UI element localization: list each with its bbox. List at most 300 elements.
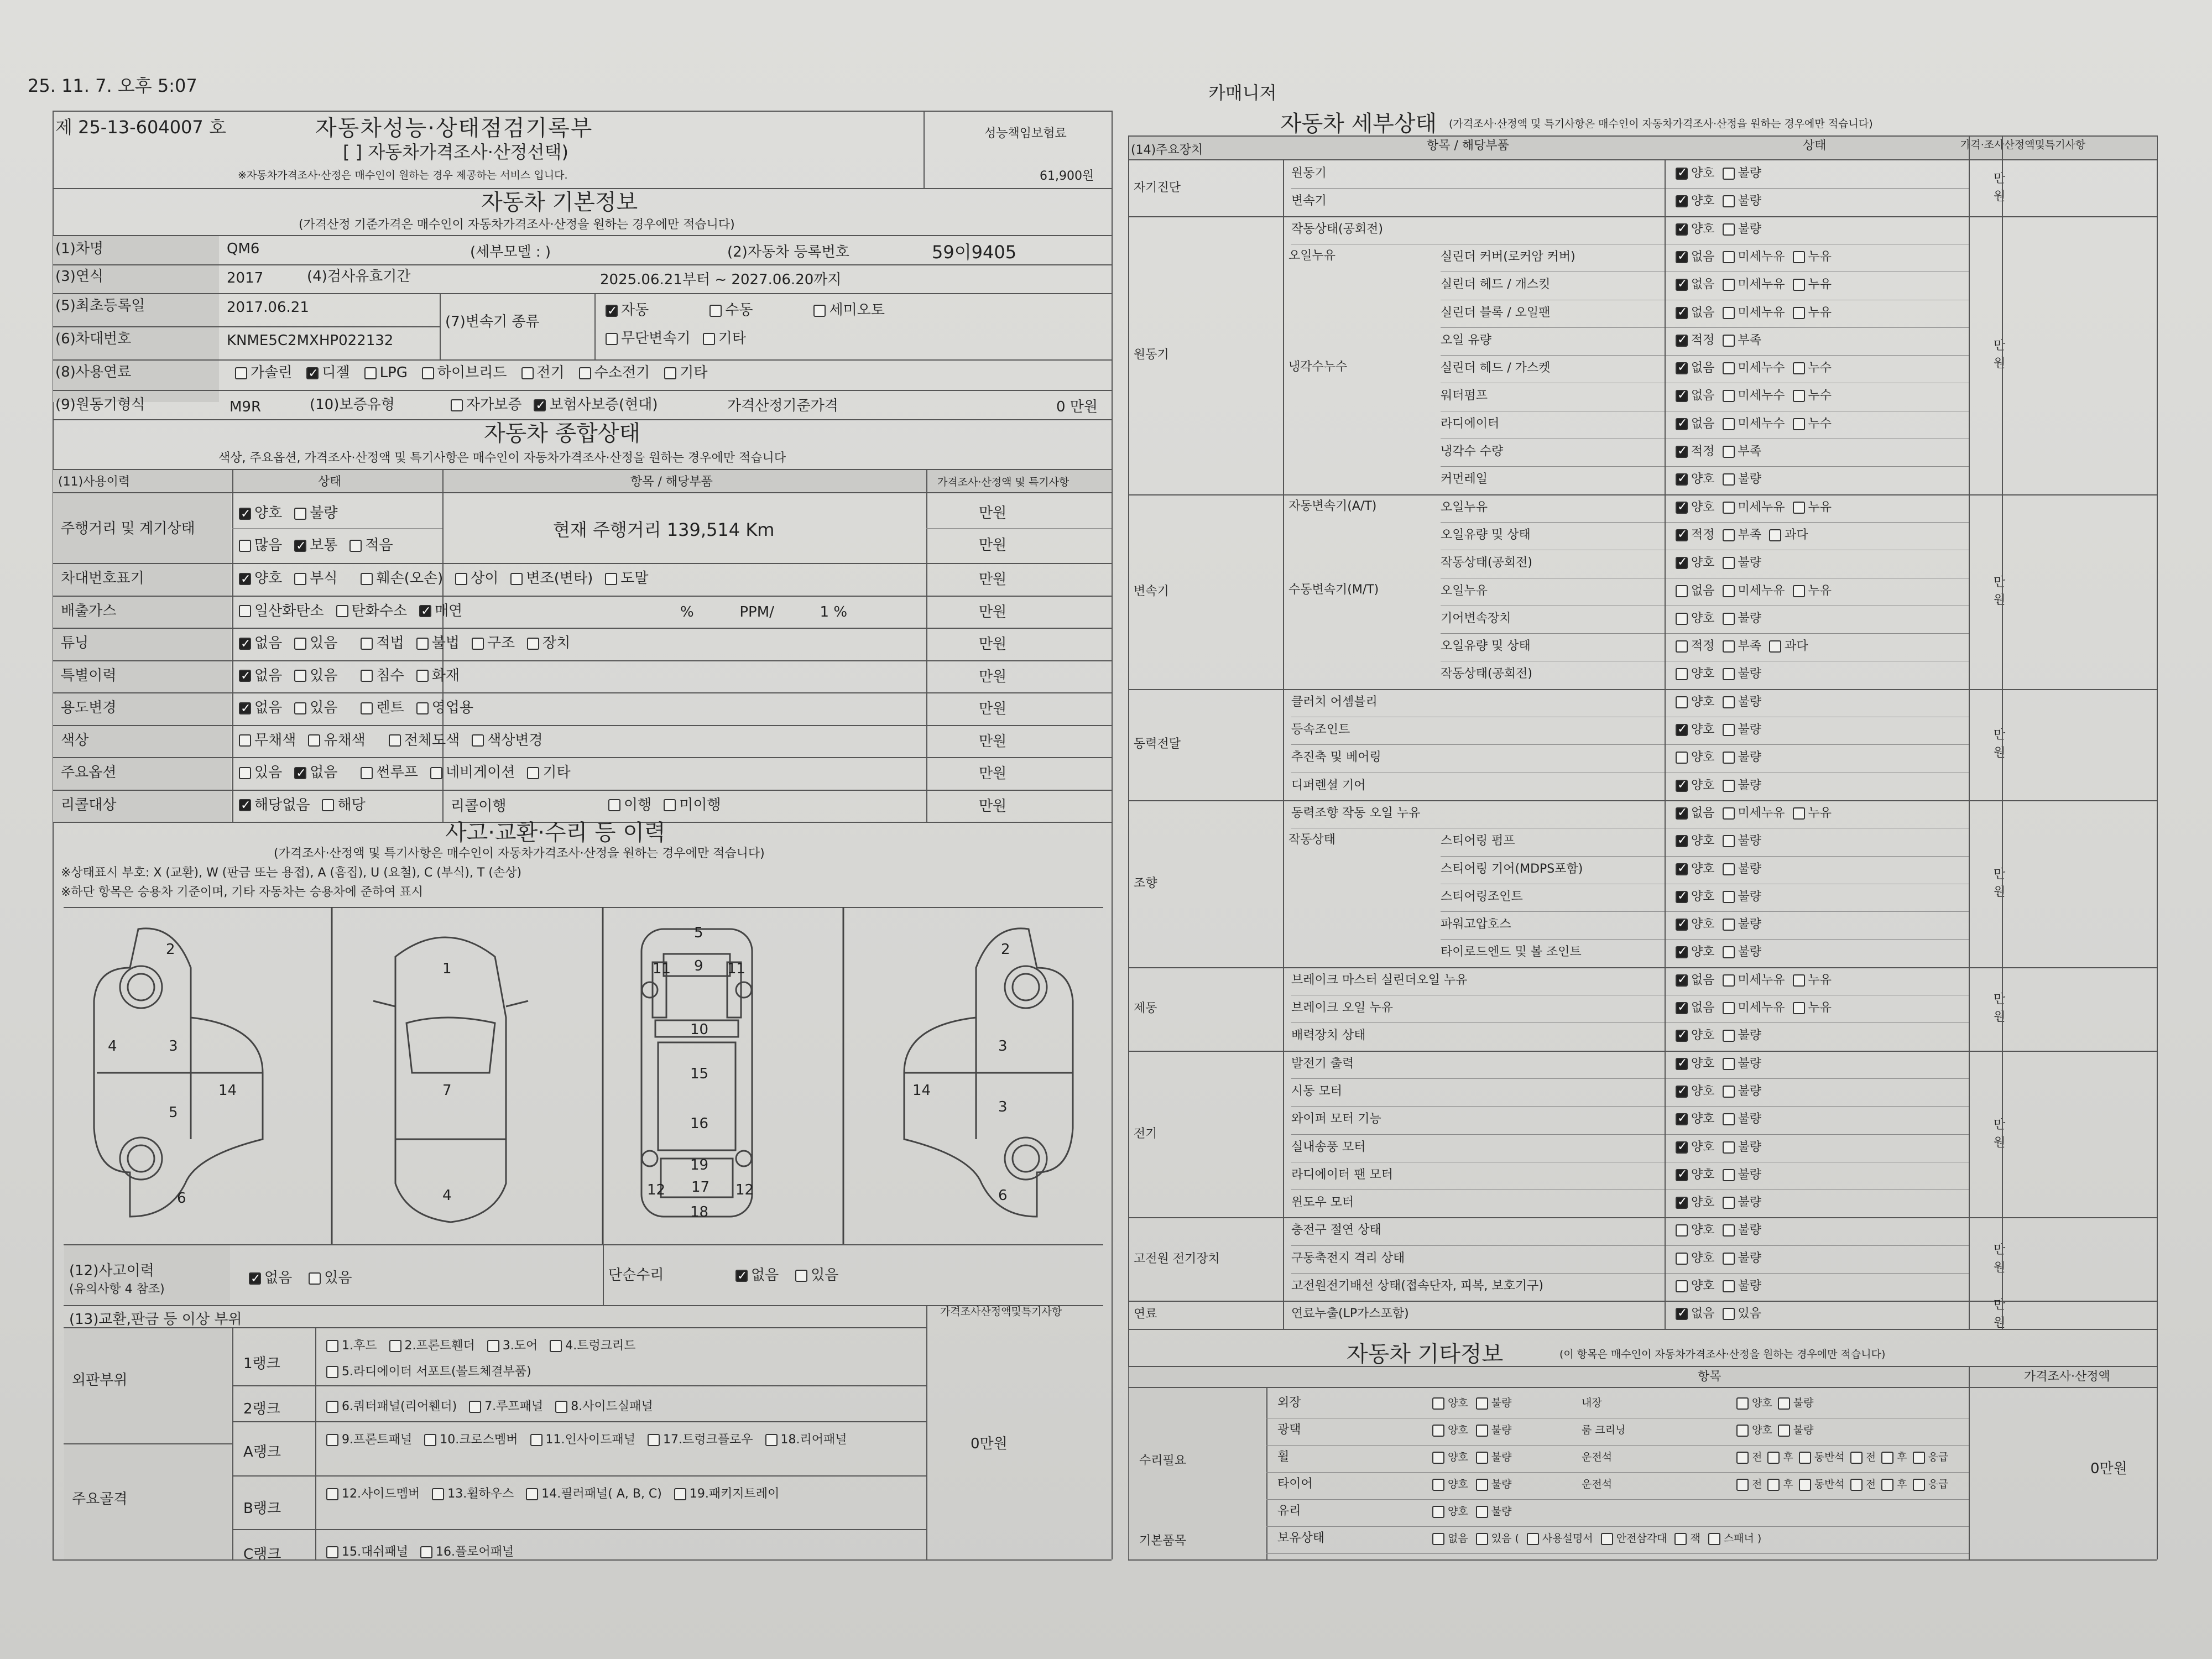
checkbox-label: 보험사보증(현대)	[549, 397, 658, 413]
reg-no-label: (2)자동차 등록번호	[727, 244, 849, 260]
other-item-options	[1432, 1451, 1519, 1464]
row-divider	[1266, 1526, 1969, 1527]
overall-note: 색상, 주요옵션, 가격조사·산정액 및 특기사항은 매수인이 자동차가격조사·산정을 원하는 경우에만 적습니다	[218, 451, 786, 465]
checkbox-label: 양호	[1448, 1397, 1468, 1409]
detail-item-label: 스티어링조인트	[1441, 889, 1523, 904]
checkbox-label: 없음	[1448, 1532, 1468, 1545]
other-item-options	[1432, 1423, 1519, 1437]
price-unit-1: 만	[1994, 172, 2006, 186]
checkbox-label: 불량	[1738, 611, 1762, 625]
price-unit-2: 원	[1994, 1260, 2006, 1275]
checkbox-label: 없음	[1691, 361, 1715, 375]
svg-text:2: 2	[166, 941, 175, 958]
svg-text:3: 3	[998, 1099, 1008, 1115]
checkbox-option[interactable]	[1767, 1478, 1793, 1491]
checkbox-label: 양호	[1691, 1084, 1715, 1098]
row-divider	[1266, 1553, 1969, 1554]
checkbox-option[interactable]	[1476, 1396, 1512, 1410]
checkbox-label: 17.트렁크플로우	[663, 1433, 753, 1447]
detail-item-label: 연료누출(LP가스포함)	[1291, 1307, 1409, 1321]
checkbox-option[interactable]	[1736, 1478, 1762, 1491]
checkbox-label: 네비게이션	[445, 764, 515, 781]
checkbox-label: 불량	[1738, 556, 1762, 570]
checkbox-label: 해당없음	[254, 796, 310, 813]
price-unit-1: 만	[1994, 1298, 2006, 1313]
svg-text:7: 7	[442, 1082, 452, 1099]
checkbox-option[interactable]	[1476, 1532, 1519, 1545]
checkbox-label: 누유	[1808, 278, 1832, 292]
svg-text:5: 5	[169, 1104, 178, 1121]
checkbox-label: 사용설명서	[1542, 1532, 1593, 1545]
checkbox-label: 양호	[1691, 1279, 1715, 1293]
other-item-label: 보유상태	[1277, 1531, 1325, 1545]
col-detail-state: 상태	[1803, 139, 1827, 153]
svg-text:14: 14	[218, 1082, 237, 1099]
checkbox-option[interactable]	[1432, 1451, 1468, 1464]
car-name-label: (1)차명	[55, 241, 104, 257]
checkbox-label: 양호	[1691, 1196, 1715, 1210]
checkbox-label: 렌트	[376, 700, 404, 716]
price-unit: 만원	[979, 701, 1007, 717]
checkbox-label: 자동	[621, 302, 649, 319]
other-item2-label: 내장	[1582, 1397, 1602, 1409]
checkbox-icon[interactable]	[1432, 1479, 1444, 1491]
checkbox-option[interactable]	[1850, 1451, 1876, 1464]
checkbox-label: 양호	[1448, 1451, 1468, 1463]
checkbox-option[interactable]	[1432, 1423, 1468, 1437]
checkbox-label: 수소전기	[594, 364, 650, 381]
detail-item-label: 배력장치 상태	[1291, 1029, 1366, 1043]
checkbox-label: 적정	[1691, 333, 1715, 347]
checkbox-icon[interactable]	[1799, 1479, 1811, 1491]
checkbox-label: 자가보증	[466, 397, 522, 413]
checkbox-option[interactable]	[1913, 1478, 1949, 1491]
checkbox-icon[interactable]	[1881, 1452, 1893, 1464]
basic-info-title: 자동차 기본정보	[481, 190, 638, 215]
checkbox-label: 많음	[254, 537, 283, 554]
price-unit-1: 만	[1994, 575, 2006, 589]
checkbox-option[interactable]	[1850, 1478, 1876, 1491]
checkbox-label: 없음	[1691, 305, 1715, 320]
checkbox-option[interactable]	[1778, 1396, 1814, 1410]
svg-text:3: 3	[998, 1038, 1008, 1055]
other-item-label: 광택	[1277, 1423, 1301, 1437]
svg-text:12: 12	[647, 1182, 666, 1198]
checkbox-label: 누수	[1808, 361, 1832, 375]
checkbox-label: 전	[1752, 1451, 1762, 1463]
detail-item-label: 오일누유	[1441, 500, 1488, 514]
other-price: 0만원	[2090, 1460, 2127, 1477]
price-unit-2: 원	[1994, 1010, 2006, 1025]
checkbox-icon[interactable]	[1432, 1533, 1444, 1545]
price-unit: 만원	[979, 733, 1007, 750]
checkbox-label: 스패너 )	[1723, 1532, 1762, 1545]
checkbox-icon[interactable]	[1736, 1479, 1749, 1491]
checkbox-icon[interactable]	[1736, 1397, 1749, 1410]
accident-legend: ※상태표시 부호: X (교환), W (판금 또는 용접), A (흠집), U (요철), C (부식), T (손상)	[61, 866, 522, 880]
checkbox-label: 양호	[1691, 1029, 1715, 1043]
detail-item-label: 실린더 헤드 / 개스킷	[1441, 278, 1551, 292]
checkbox-label: 세미오토	[829, 302, 885, 319]
other-item2-label: 룸 크리닝	[1582, 1424, 1626, 1436]
other-col-item: 항목	[1698, 1370, 1721, 1384]
checkbox-label: 불량	[1738, 750, 1762, 765]
checkbox-option[interactable]	[1913, 1451, 1949, 1464]
mileage-label: 주행거리 및 계기상태	[61, 520, 195, 537]
checkbox-label: 1.후드	[342, 1339, 377, 1353]
svg-text:6: 6	[177, 1190, 186, 1207]
checkbox-label: 15.대쉬패널	[342, 1545, 408, 1559]
checkbox-label: 양호	[1752, 1424, 1772, 1436]
detail-item-label: 발전기 출력	[1291, 1056, 1354, 1071]
checkbox-label: 양호	[1691, 1140, 1715, 1154]
checkbox-option[interactable]	[1674, 1532, 1700, 1545]
checkbox-label: 양호	[1691, 917, 1715, 932]
detail-sub-label: 자동변속기(A/T)	[1288, 499, 1377, 513]
detail-item-label: 동력조향 작동 오일 누유	[1291, 806, 1421, 820]
checkbox-icon[interactable]	[1674, 1533, 1687, 1545]
transmission-label: (7)변속기 종류	[445, 314, 540, 330]
checkbox-option[interactable]	[1778, 1423, 1814, 1437]
other-item2-label: 운전석	[1582, 1451, 1613, 1463]
checkbox-option[interactable]	[1767, 1451, 1793, 1464]
detail-item-label: 오일유량 및 상태	[1441, 639, 1531, 654]
detail-group-label: 원동기	[1134, 348, 1169, 362]
checkbox-label: 불량	[1738, 1167, 1762, 1182]
checkbox-option[interactable]	[1432, 1396, 1468, 1410]
checkbox-label: 10.크로스멤버	[440, 1433, 518, 1447]
checkbox-label: 부족	[1738, 528, 1762, 542]
checkbox-option[interactable]	[1601, 1532, 1667, 1545]
checkbox-label: 누수	[1808, 389, 1832, 403]
checkbox-icon[interactable]	[1432, 1397, 1444, 1410]
checkbox-label: 도말	[620, 570, 649, 587]
checkbox-label: 누유	[1808, 806, 1832, 820]
detail-group-label: 자기진단	[1134, 181, 1181, 195]
rank1-label: 1랭크	[243, 1355, 280, 1372]
checkbox-label: 누유	[1808, 973, 1832, 987]
svg-text:10: 10	[690, 1021, 709, 1038]
checkbox-icon[interactable]	[1432, 1425, 1444, 1437]
checkbox-label: 해당	[337, 796, 366, 813]
checkbox-option[interactable]	[1432, 1505, 1468, 1518]
col-price: 가격조사·산정액 및 특기사항	[937, 476, 1070, 488]
checkbox-option[interactable]	[1527, 1532, 1593, 1545]
print-timestamp: 25. 11. 7. 오후 5:07	[28, 75, 197, 96]
checkbox-label: 없음	[1691, 806, 1715, 820]
first-reg-label: (5)최초등록일	[55, 298, 145, 314]
checkbox-label: 2.프론트휀더	[404, 1339, 475, 1353]
engine: M9R	[229, 399, 262, 415]
checkbox-option[interactable]	[1432, 1532, 1468, 1545]
checkbox-label: 없음	[254, 667, 283, 684]
detail-item-label: 실린더 헤드 / 가스켓	[1441, 361, 1551, 375]
other-note: (이 항목은 매수인이 자동차가격조사·산정을 원하는 경우에만 적습니다)	[1559, 1348, 1886, 1360]
part13-price-col: 가격조사산정액및특기사항	[940, 1306, 1062, 1318]
price-unit-2: 원	[1994, 1135, 2006, 1150]
checkbox-label: 미세누유	[1738, 1001, 1785, 1015]
checkbox-label: 후	[1783, 1478, 1793, 1490]
warranty-label: (10)보증유형	[310, 397, 395, 413]
checkbox-icon[interactable]	[1850, 1452, 1863, 1464]
detail-item-label: 추진축 및 베어링	[1291, 750, 1381, 765]
checkbox-label: 불량	[1491, 1478, 1512, 1490]
checkbox-label: 미세누유	[1738, 249, 1785, 264]
checkbox-label: 전체도색	[404, 732, 460, 749]
checkbox-label: 전	[1752, 1478, 1762, 1490]
checkbox-label: 양호	[1691, 723, 1715, 737]
checkbox-icon[interactable]	[1850, 1479, 1863, 1491]
svg-text:19: 19	[690, 1157, 709, 1173]
checkbox-label: 불량	[310, 505, 338, 521]
price-unit-1: 만	[1994, 1118, 2006, 1132]
service-notice: ※자동차가격조사·산정은 매수인이 원하는 경우 제공하는 서비스 입니다.	[238, 169, 568, 181]
other-item2-options	[1736, 1451, 1954, 1464]
checkbox-option[interactable]	[1708, 1532, 1762, 1545]
detail-item-label: 실내송풍 모터	[1291, 1140, 1366, 1154]
checkbox-icon[interactable]	[1736, 1452, 1749, 1464]
svg-text:5: 5	[694, 925, 703, 941]
detail-item-label: 타이로드엔드 및 볼 조인트	[1441, 945, 1582, 959]
checkbox-label: 미세누유	[1738, 500, 1785, 514]
checkbox-label: 있음	[310, 667, 338, 684]
other-item-label: 타이어	[1277, 1477, 1313, 1491]
accident-note: (가격조사·산정액 및 특기사항은 매수인이 자동차가격조사·산정을 원하는 경우에만 적습니다)	[274, 847, 765, 860]
detail-sub-label: 냉각수누수	[1288, 360, 1348, 374]
checkbox-label: 19.패키지트레이	[689, 1487, 780, 1501]
checkbox-label: 구조	[487, 635, 515, 651]
price-unit: 만원	[979, 603, 1007, 620]
checkbox-label: 있음	[254, 764, 283, 781]
part13-price: 0만원	[971, 1436, 1008, 1452]
other-item-label: 휠	[1277, 1450, 1290, 1464]
svg-text:16: 16	[690, 1115, 709, 1132]
col-state: 상태	[318, 475, 342, 489]
basic-info-note: (가격산정 기준가격은 매수인이 자동차가격조사·산정을 원하는 경우에만 적습니다)	[299, 218, 735, 232]
detail-item-label: 윈도우 모터	[1291, 1196, 1354, 1210]
checkbox-label: 불량	[1738, 862, 1762, 876]
checkbox-label: 양호	[1691, 1112, 1715, 1126]
checkbox-label: 11.인사이드패널	[545, 1433, 636, 1447]
checkbox-label: 미세누유	[1738, 278, 1785, 292]
validity: 2025.06.21부터 ~ 2027.06.20까지	[600, 272, 842, 288]
checkbox-option[interactable]	[1476, 1505, 1512, 1518]
svg-text:14: 14	[912, 1082, 931, 1099]
checkbox-icon[interactable]	[1778, 1397, 1790, 1410]
checkbox-option[interactable]	[1476, 1423, 1512, 1437]
checkbox-label: 불량	[1738, 222, 1762, 236]
checkbox-label: 양호	[1691, 1167, 1715, 1182]
checkbox-label: 후	[1897, 1478, 1907, 1490]
detail-item-label: 브레이크 마스터 실린더오일 누유	[1291, 973, 1468, 987]
engine-label: (9)원동기형식	[55, 397, 145, 413]
overall-row-label: 주요옵션	[61, 764, 117, 781]
fuel-label: (8)사용연료	[55, 364, 132, 380]
checkbox-option[interactable]	[1736, 1451, 1762, 1464]
checkbox-label: 동반석	[1814, 1478, 1845, 1490]
checkbox-label: 있음	[324, 1270, 352, 1286]
checkbox-label: 변조(변타)	[526, 570, 593, 587]
svg-text:2: 2	[1001, 941, 1010, 958]
checkbox-label: 불량	[1793, 1424, 1814, 1436]
price-basis-value: 0 만원	[1056, 399, 1098, 415]
checkbox-label: 과다	[1785, 528, 1808, 542]
checkbox-label: 불량	[1738, 1084, 1762, 1098]
checkbox-label: 응급	[1928, 1478, 1949, 1490]
detail-item-label: 구동축전지 격리 상태	[1291, 1251, 1405, 1265]
checkbox-label: 훼손(오손)	[376, 570, 444, 587]
checkbox-label: 보통	[310, 537, 338, 554]
detail-item-label: 등속조인트	[1291, 723, 1350, 737]
detail-item-label: 워터펌프	[1441, 389, 1488, 403]
checkbox-label: 5.라디에이터 서포트(볼트체결부품)	[342, 1365, 531, 1379]
checkbox-label: 있음	[310, 635, 338, 651]
checkbox-label: 없음	[254, 635, 283, 651]
checkbox-label: 부족	[1738, 333, 1762, 347]
price-unit-1: 만	[1994, 993, 2006, 1007]
checkbox-option[interactable]	[1476, 1451, 1512, 1464]
price-unit-2: 원	[1994, 190, 2006, 204]
simple-repair-label: 단순수리	[608, 1267, 664, 1284]
checkbox-label: 불량	[1738, 723, 1762, 737]
checkbox-label: 양호	[1691, 194, 1715, 208]
checkbox-label: 양호	[1691, 1223, 1715, 1238]
checkbox-option[interactable]	[1476, 1478, 1512, 1491]
year: 2017	[227, 270, 264, 286]
checkbox-label: 불량	[1491, 1424, 1512, 1436]
checkbox-icon[interactable]	[1767, 1479, 1780, 1491]
col-detail-item: 항목 / 해당부품	[1427, 139, 1509, 153]
rankA-label: A랭크	[243, 1444, 281, 1460]
checkbox-label: 기타	[680, 364, 708, 381]
checkbox-label: 장치	[542, 635, 571, 651]
checkbox-icon[interactable]	[1767, 1452, 1780, 1464]
checkbox-option[interactable]	[1736, 1423, 1772, 1437]
checkbox-icon[interactable]	[1913, 1452, 1925, 1464]
price-unit: 만원	[979, 571, 1007, 588]
checkbox-icon[interactable]	[1432, 1506, 1444, 1518]
detail-item-label: 실린더 블록 / 오일팬	[1441, 305, 1551, 320]
checkbox-icon[interactable]	[1601, 1533, 1613, 1545]
checkbox-icon[interactable]	[1799, 1452, 1811, 1464]
checkbox-label: 7.루프패널	[484, 1400, 544, 1413]
price-unit: 만원	[979, 636, 1007, 653]
vin-label: (6)차대번호	[55, 331, 132, 347]
detail-item-label: 와이퍼 모터 기능	[1291, 1112, 1381, 1126]
checkbox-label: 없음	[1691, 416, 1715, 431]
price-unit-2: 원	[1994, 357, 2006, 371]
checkbox-label: 있음 (	[1491, 1532, 1519, 1545]
checkbox-label: 양호	[1448, 1424, 1468, 1436]
checkbox-label: 양호	[1691, 556, 1715, 570]
checkbox-label: 부식	[310, 570, 338, 587]
insurance-fee: 61,900원	[1040, 169, 1094, 183]
detail-sub-label: 작동상태	[1288, 833, 1336, 847]
checkbox-label: 무채색	[254, 732, 296, 749]
checkbox-icon[interactable]	[1476, 1506, 1488, 1518]
checkbox-icon[interactable]	[1913, 1479, 1925, 1491]
detail-item-label: 라디에이터	[1441, 416, 1500, 431]
checkbox-icon[interactable]	[1527, 1533, 1539, 1545]
row-divider	[1266, 1445, 1969, 1446]
basic-items-label: 기본품목	[1139, 1534, 1187, 1548]
detail-sub-label: 오일누유	[1288, 248, 1336, 263]
svg-text:18: 18	[690, 1204, 709, 1220]
checkbox-icon[interactable]	[1476, 1452, 1488, 1464]
detail-item-label: 오일유량 및 상태	[1441, 528, 1531, 542]
checkbox-label: 없음	[1691, 1307, 1715, 1321]
checkbox-icon[interactable]	[1736, 1425, 1749, 1437]
accident-history-label: (12)사고이력	[69, 1262, 154, 1279]
checkbox-label: 적음	[365, 537, 393, 554]
detail-item-label: 작동상태(공회전)	[1441, 667, 1532, 681]
checkbox-label: 양호	[1448, 1505, 1468, 1517]
detail-item-label: 충전구 절연 상태	[1291, 1223, 1381, 1238]
checkbox-label: 불량	[1738, 194, 1762, 208]
checkbox-label: 양호	[1691, 945, 1715, 959]
checkbox-label: 이행	[624, 796, 652, 813]
checkbox-label: 불량	[1738, 667, 1762, 681]
detail-item-label: 라디에이터 팬 모터	[1291, 1167, 1394, 1182]
checkbox-option[interactable]	[1736, 1396, 1772, 1410]
rankB-label: B랭크	[243, 1500, 281, 1517]
first-reg: 2017.06.21	[227, 299, 309, 316]
checkbox-icon[interactable]	[1476, 1479, 1488, 1491]
checkbox-icon[interactable]	[1881, 1479, 1893, 1491]
checkbox-icon[interactable]	[1476, 1533, 1488, 1545]
checkbox-label: 불량	[1738, 1112, 1762, 1126]
svg-text:3: 3	[169, 1038, 178, 1055]
checkbox-label: 불법	[431, 635, 460, 651]
checkbox-label: 후	[1897, 1451, 1907, 1463]
detail-group-label: 제동	[1134, 1001, 1157, 1016]
checkbox-option[interactable]	[1799, 1451, 1845, 1464]
checkbox-label: LPG	[379, 364, 408, 381]
checkbox-option[interactable]	[1881, 1478, 1907, 1491]
detail-item-label: 실린더 커버(로커암 커버)	[1441, 249, 1575, 264]
overall-row-label: 색상	[61, 732, 89, 749]
frame-label: 주요골격	[72, 1491, 128, 1507]
checkbox-label: 불량	[1738, 1279, 1762, 1293]
overall-title: 자동차 종합상태	[484, 421, 641, 446]
checkbox-icon[interactable]	[1432, 1452, 1444, 1464]
checkbox-icon[interactable]	[1708, 1533, 1720, 1545]
svg-text:15: 15	[690, 1066, 709, 1082]
checkbox-label: 없음	[1691, 1001, 1715, 1015]
detail-item-label: 기어변속장치	[1441, 611, 1511, 625]
checkbox-label: 썬루프	[376, 764, 418, 781]
checkbox-label: 양호	[1691, 1251, 1715, 1265]
checkbox-option[interactable]	[1432, 1478, 1468, 1491]
checkbox-label: 기타	[718, 330, 746, 347]
detail-item-label: 디퍼렌셜 기어	[1291, 778, 1366, 792]
other-item2-options	[1736, 1396, 1819, 1410]
checkbox-label: 하이브리드	[437, 364, 507, 381]
checkbox-icon[interactable]	[1476, 1397, 1488, 1410]
checkbox-icon[interactable]	[1476, 1425, 1488, 1437]
rankC-label: C랭크	[243, 1546, 281, 1563]
checkbox-label: 적정	[1691, 445, 1715, 458]
checkbox-option[interactable]	[1799, 1478, 1845, 1491]
col-device: (14)주요장치	[1131, 143, 1203, 157]
price-unit-1: 만	[1994, 339, 2006, 353]
checkbox-label: 후	[1783, 1451, 1793, 1463]
other-item-options	[1432, 1396, 1519, 1410]
checkbox-label: 양호	[1691, 778, 1715, 792]
checkbox-icon[interactable]	[1778, 1425, 1790, 1437]
checkbox-label: 누유	[1808, 249, 1832, 264]
checkbox-option[interactable]	[1881, 1451, 1907, 1464]
